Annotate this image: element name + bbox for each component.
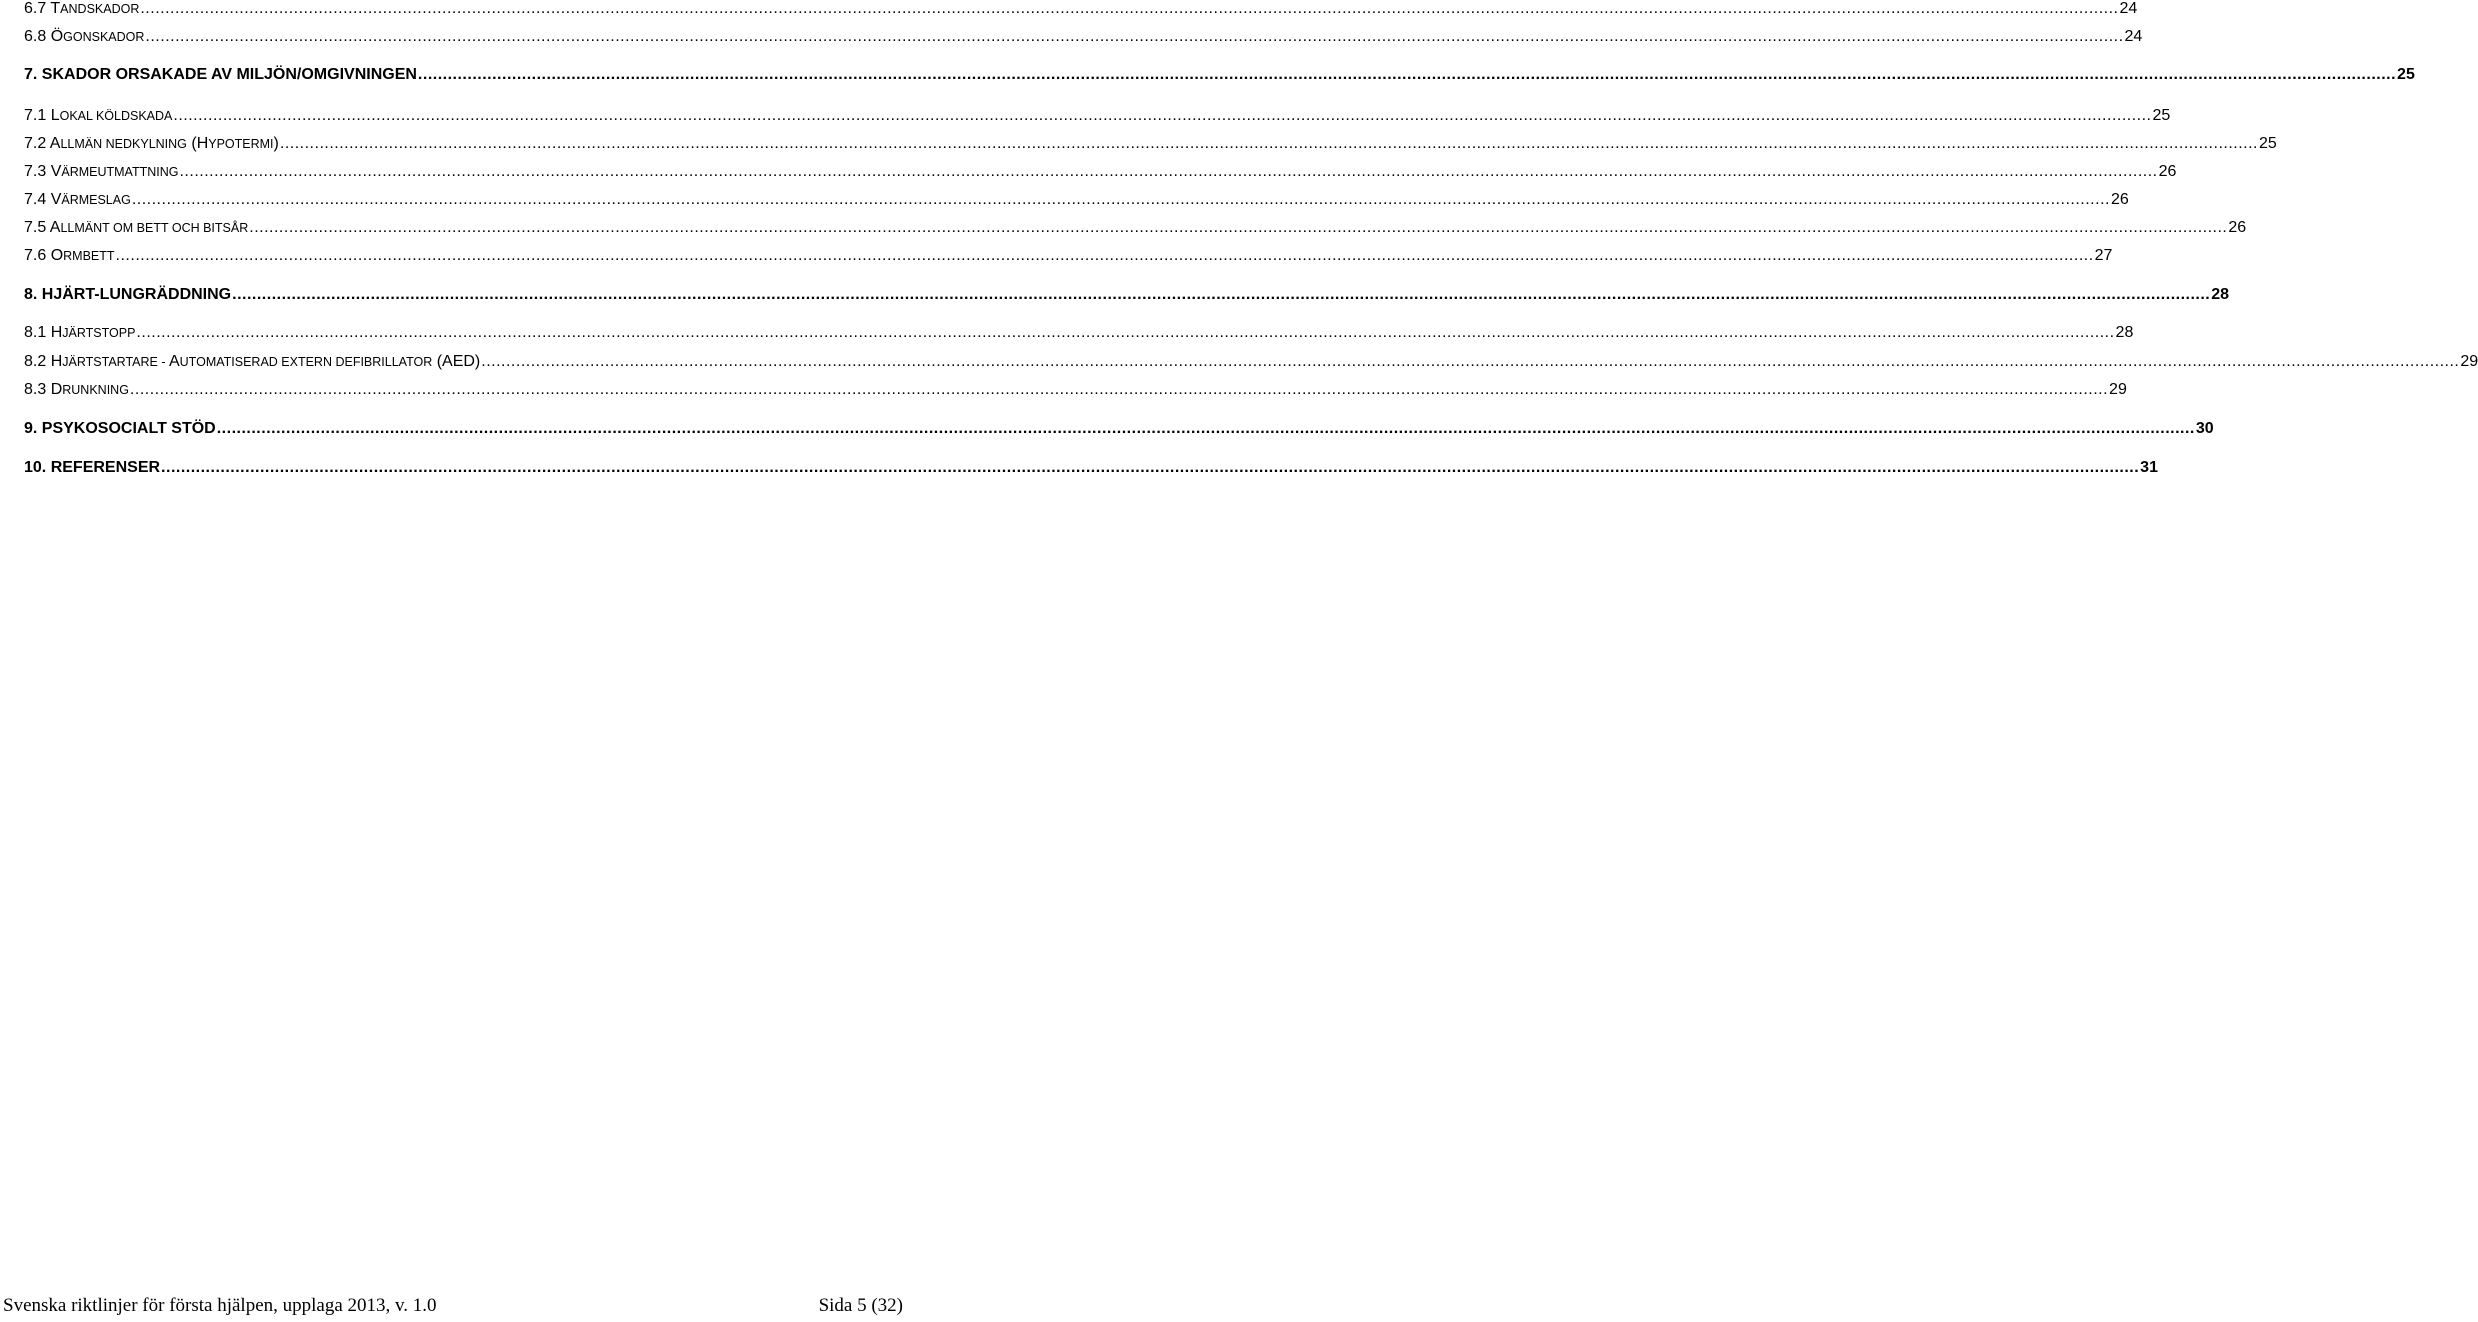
- toc-entry-title: 7.1 LOKAL KÖLDSKADA: [24, 107, 173, 124]
- toc-entry-title: 7.3 VÄRMEUTMATTNING: [24, 163, 179, 180]
- toc-entry-title-smallcaps: LLMÄNT OM BETT OCH BITSÅR: [60, 221, 249, 235]
- toc-dot-leader: ................................................................................................................................................................................................................................................................................................................................................................................................................: [481, 353, 2460, 370]
- toc-entry-title-smallcaps: ÄRMEUTMATTNING: [61, 165, 179, 179]
- toc-dot-leader: ................................................................................................................................................................................................................................................................................................................................................................................................................: [140, 0, 2119, 17]
- toc-dot-leader: ................................................................................................................................................................................................................................................................................................................................................................................................................: [216, 420, 2195, 437]
- toc-page-number: 25: [2152, 107, 2171, 124]
- toc-page-number: 24: [2119, 0, 2138, 17]
- toc-entry-title-smallcaps: LLMÄN NEDKYLNING: [60, 137, 187, 151]
- toc-entry-title: 7.5 ALLMÄNT OM BETT OCH BITSÅR: [24, 219, 249, 236]
- toc-entry-title: 7.2 ALLMÄN NEDKYLNING (HYPOTERMI): [24, 135, 279, 152]
- toc-page-number: 28: [2211, 286, 2230, 303]
- toc-entry[interactable]: [24, 191, 2129, 213]
- toc-dot-leader: ................................................................................................................................................................................................................................................................................................................................................................................................................: [279, 135, 2258, 152]
- toc-dot-leader: ................................................................................................................................................................................................................................................................................................................................................................................................................: [173, 107, 2152, 124]
- toc-page-number: 29: [2460, 353, 2478, 370]
- toc-page-number: 30: [2195, 420, 2214, 437]
- footer-document-title: Svenska riktlinjer för första hjälpen, upplaga 2013, v. 1.0: [3, 1295, 437, 1316]
- toc-page-number: 28: [2115, 324, 2134, 341]
- toc-entry-title: 6.8 ÖGONSKADOR: [24, 28, 145, 45]
- toc-entry-title: 9. PSYKOSOCIALT STÖD: [24, 420, 216, 437]
- toc-dot-leader: ................................................................................................................................................................................................................................................................................................................................................................................................................: [161, 459, 2140, 476]
- toc-entry[interactable]: [24, 28, 2143, 50]
- toc-dot-leader: ................................................................................................................................................................................................................................................................................................................................................................................................................: [131, 191, 2110, 208]
- toc-entry[interactable]: [24, 163, 2177, 185]
- toc-entry-title: 8.1 HJÄRTSTOPP: [24, 324, 136, 341]
- toc-dot-leader: ................................................................................................................................................................................................................................................................................................................................................................................................................: [115, 247, 2094, 264]
- toc-dot-leader: ................................................................................................................................................................................................................................................................................................................................................................................................................: [129, 381, 2109, 398]
- toc-page-number: 25: [2397, 66, 2415, 83]
- toc-entry[interactable]: [24, 247, 2113, 269]
- toc-page-number: 31: [2140, 459, 2158, 476]
- page-footer: [3, 1295, 903, 1319]
- toc-entry-title-smallcaps: JÄRTSTOPP: [62, 326, 136, 340]
- toc-dot-leader: ................................................................................................................................................................................................................................................................................................................................................................................................................: [179, 163, 2158, 180]
- toc-entry-title-smallcaps: RMBETT: [63, 249, 115, 263]
- toc-entry-title-smallcaps: GONSKADOR: [63, 30, 145, 44]
- toc-page-number: 27: [2094, 247, 2113, 264]
- toc-entry-title-smallcaps: ÄRMESLAG: [61, 193, 131, 207]
- toc-page-number: 26: [2158, 163, 2177, 180]
- toc-entry[interactable]: [24, 381, 2127, 403]
- toc-entry-title: 8. HJÄRT-LUNGRÄDDNING: [24, 286, 232, 303]
- toc-entry[interactable]: [24, 107, 2171, 129]
- toc-page-number: 26: [2228, 219, 2247, 236]
- toc-entry[interactable]: [24, 66, 2415, 88]
- toc-entry[interactable]: [24, 420, 2214, 442]
- toc-page-number: 24: [2124, 28, 2143, 45]
- toc-entry-title-smallcaps: UTOMATISERAD EXTERN DEFIBRILLATOR: [179, 355, 433, 369]
- toc-entry[interactable]: [24, 286, 2230, 308]
- toc-entry-title: 7. SKADOR ORSAKADE AV MILJÖN/OMGIVNINGEN: [24, 66, 417, 83]
- toc-dot-leader: ................................................................................................................................................................................................................................................................................................................................................................................................................: [145, 28, 2124, 45]
- toc-dot-leader: ................................................................................................................................................................................................................................................................................................................................................................................................................: [232, 286, 2211, 303]
- toc-entry-title: 8.3 DRUNKNING: [24, 381, 129, 398]
- toc-page-number: 26: [2110, 191, 2129, 208]
- toc-dot-leader: ................................................................................................................................................................................................................................................................................................................................................................................................................: [136, 324, 2115, 341]
- toc-entry[interactable]: [24, 353, 2478, 375]
- toc-entry-title-smallcaps: OKAL KÖLDSKADA: [59, 109, 173, 123]
- toc-entry-title-smallcaps: JÄRTSTARTARE -: [62, 355, 169, 369]
- toc-entry-title-smallcaps: YPOTERMI: [208, 137, 274, 151]
- toc-entry-title: 7.6 ORMBETT: [24, 247, 115, 264]
- toc-entry[interactable]: [24, 324, 2134, 346]
- toc-entry-title: 6.7 TANDSKADOR: [24, 0, 140, 17]
- toc-entry-title-smallcaps: RUNKNING: [62, 383, 129, 397]
- toc-dot-leader: ................................................................................................................................................................................................................................................................................................................................................................................................................: [249, 219, 2228, 236]
- toc-entry[interactable]: [24, 135, 2277, 157]
- toc-dot-leader: ................................................................................................................................................................................................................................................................................................................................................................................................................: [417, 66, 2397, 83]
- toc-entry-title: 10. REFERENSER: [24, 459, 161, 476]
- toc-entry-title: 7.4 VÄRMESLAG: [24, 191, 131, 208]
- toc-entry-title: 8.2 HJÄRTSTARTARE - AUTOMATISERAD EXTERN DEFIBRILLATOR (AED): [24, 353, 481, 370]
- footer-page-number: Sida 5 (32): [818, 1295, 903, 1316]
- toc-page-number: 25: [2259, 135, 2277, 152]
- toc-page-number: 29: [2109, 381, 2127, 398]
- toc-entry[interactable]: [24, 0, 2138, 22]
- toc-entry-title-smallcaps: ANDSKADOR: [60, 2, 140, 16]
- toc-entry[interactable]: [24, 219, 2247, 241]
- toc-entry[interactable]: [24, 459, 2158, 481]
